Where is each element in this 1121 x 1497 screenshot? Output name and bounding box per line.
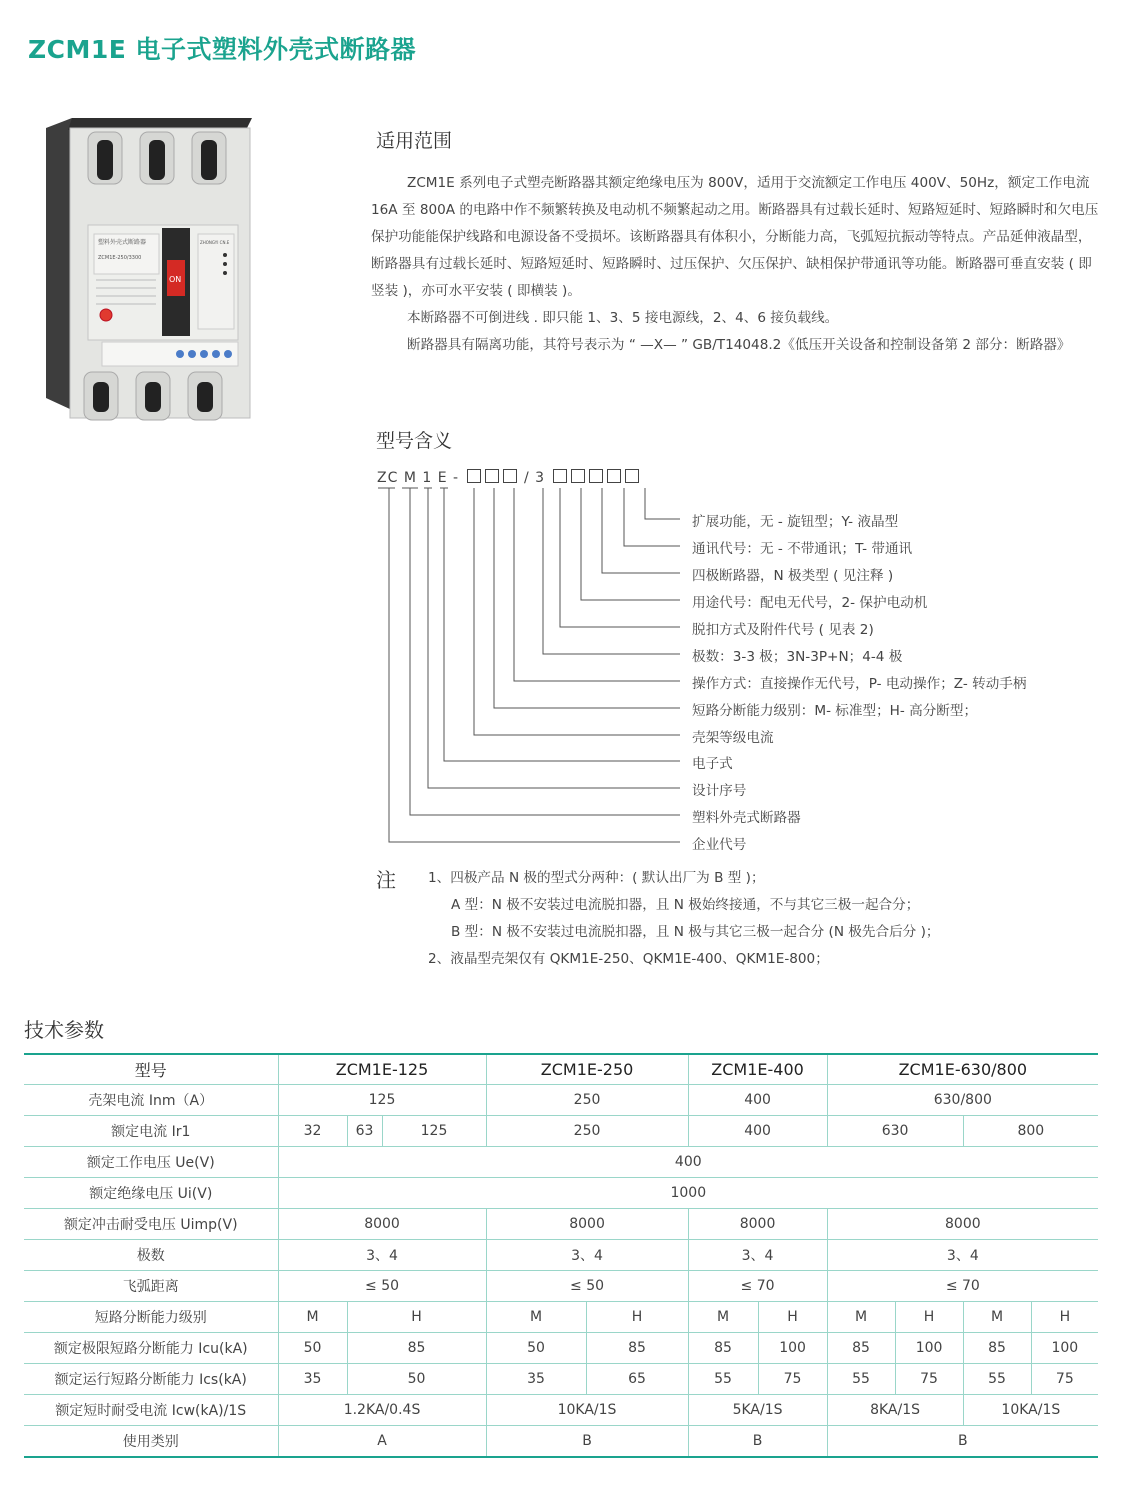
table-cell: ZCM1E-125: [278, 1054, 486, 1085]
on-label: ON: [169, 275, 182, 284]
table-cell: 额定工作电压 Ue(V): [24, 1147, 278, 1178]
model-code-mid: / 3: [523, 470, 546, 486]
table-cell: 75: [758, 1364, 827, 1395]
table-row: [24, 1116, 1098, 1147]
table-cell: 63: [347, 1116, 382, 1147]
table-cell: B: [688, 1426, 827, 1458]
table-cell: ≤ 70: [688, 1271, 827, 1302]
table-cell: 55: [688, 1364, 758, 1395]
table-cell: 85: [586, 1333, 688, 1364]
table-cell: H: [758, 1302, 827, 1333]
table-cell: 100: [895, 1333, 963, 1364]
table-cell: H: [1031, 1302, 1098, 1333]
table-cell: 50: [278, 1333, 347, 1364]
table-cell: 250: [486, 1085, 688, 1116]
table-row: [24, 1178, 1098, 1209]
tech-heading: 技术参数: [24, 1018, 104, 1042]
table-row: [24, 1147, 1098, 1178]
scope-paragraph-2: 本断路器不可倒进线 . 即只能 1、3、5 接电源线，2、4、6 接负载线。: [407, 310, 839, 326]
model-label-13: 企业代号: [692, 837, 747, 853]
note-line-3: B 型：N 极不安装过电流脱扣器，且 N 极与其它三极一起合分 (N 极先合后分 )；: [451, 924, 940, 940]
notes-heading: 注: [376, 868, 396, 892]
table-cell: 额定电流 Ir1: [24, 1116, 278, 1147]
table-cell: 85: [827, 1333, 895, 1364]
table-cell: M: [827, 1302, 895, 1333]
note-line-1: 1、四极产品 N 极的型式分两种：( 默认出厂为 B 型 )；: [428, 870, 765, 886]
table-cell: 8000: [827, 1209, 1098, 1240]
table-cell: 35: [486, 1364, 586, 1395]
note-line-4: 2、液晶型壳架仅有 QKM1E-250、QKM1E-400、QKM1E-800；: [428, 951, 829, 967]
table-cell: 400: [278, 1147, 1098, 1178]
table-row: [24, 1426, 1098, 1458]
table-cell: 5KA/1S: [688, 1395, 827, 1426]
model-label-12: 塑料外壳式断路器: [692, 810, 801, 826]
tech-spec-table: [24, 1053, 1098, 1458]
table-cell: 极数: [24, 1240, 278, 1271]
table-cell: H: [347, 1302, 486, 1333]
table-cell: 85: [963, 1333, 1031, 1364]
table-cell: 55: [963, 1364, 1031, 1395]
table-cell: 32: [278, 1116, 347, 1147]
table-row: [24, 1333, 1098, 1364]
table-cell: M: [486, 1302, 586, 1333]
table-row: [24, 1395, 1098, 1426]
table-cell: 1.2KA/0.4S: [278, 1395, 486, 1426]
table-cell: 75: [895, 1364, 963, 1395]
table-cell: 400: [688, 1085, 827, 1116]
table-cell: 630: [827, 1116, 963, 1147]
table-cell: 85: [347, 1333, 486, 1364]
table-cell: 使用类别: [24, 1426, 278, 1458]
table-cell: H: [586, 1302, 688, 1333]
model-label-4: 用途代号：配电无代号，2- 保护电动机: [692, 595, 928, 611]
table-cell: 飞弧距离: [24, 1271, 278, 1302]
table-cell: 3、4: [278, 1240, 486, 1271]
page-title: ZCM1E 电子式塑料外壳式断路器: [28, 35, 417, 64]
table-row: [24, 1302, 1098, 1333]
table-cell: 8KA/1S: [827, 1395, 963, 1426]
table-cell: 75: [1031, 1364, 1098, 1395]
model-code-prefix: ZC M 1 E -: [377, 470, 460, 486]
table-cell: 额定极限短路分断能力 Icu(kA): [24, 1333, 278, 1364]
table-cell: 额定绝缘电压 Ui(V): [24, 1178, 278, 1209]
table-cell: M: [278, 1302, 347, 1333]
table-cell: 8000: [688, 1209, 827, 1240]
model-label-3: 四极断路器，N 极类型 ( 见注释 ): [692, 568, 894, 584]
table-cell: 50: [486, 1333, 586, 1364]
table-cell: A: [278, 1426, 486, 1458]
table-cell: B: [486, 1426, 688, 1458]
scope-paragraph-1: ZCM1E 系列电子式塑壳断路器其额定绝缘电压为 800V，适用于交流额定工作电压 400V、50Hz，额定工作电流 16A 至 800A 的电路中作不频繁转换及电动机不频繁起动之用。断路器具有过载长延时、短路短延时、短路瞬时和欠电压保护功能能保护线路和电源设备不受损坏。该断路器具有体积小，分断能力高，飞弧短抗振动等特点。产品延伸液晶型，断路器具有过载长延时、短路短延时、短路瞬时、过压保护、欠压保护、缺相保护带通讯等功能。断路器可垂直安装 ( 即竖装 )，亦可水平安装 ( 即横装 )。: [371, 175, 1099, 299]
table-cell: 125: [278, 1085, 486, 1116]
table-cell: 250: [486, 1116, 688, 1147]
table-cell: H: [895, 1302, 963, 1333]
device-model-label: ZCM1E-250/3300: [98, 255, 142, 261]
model-label-5: 脱扣方式及附件代号 ( 见表 2): [692, 622, 874, 638]
table-cell: 55: [827, 1364, 895, 1395]
model-label-1: 扩展功能，无 - 旋钮型；Y- 液晶型: [692, 514, 899, 530]
table-cell: 8000: [278, 1209, 486, 1240]
table-cell: 400: [688, 1116, 827, 1147]
model-label-9: 壳架等级电流: [692, 730, 774, 746]
table-cell: 50: [347, 1364, 486, 1395]
table-cell: M: [688, 1302, 758, 1333]
table-cell: ZCM1E-630/800: [827, 1054, 1098, 1085]
model-heading: 型号含义: [376, 430, 453, 452]
lcd-brand: ZHONGYI CN.E: [200, 240, 230, 245]
table-cell: 额定短时耐受电流 Icw(kA)/1S: [24, 1395, 278, 1426]
table-cell: ZCM1E-400: [688, 1054, 827, 1085]
model-label-8: 短路分断能力级别：M- 标准型；H- 高分断型；: [692, 703, 978, 719]
table-cell: 35: [278, 1364, 347, 1395]
table-row: [24, 1271, 1098, 1302]
table-cell: M: [963, 1302, 1031, 1333]
table-cell: 短路分断能力级别: [24, 1302, 278, 1333]
table-cell: B: [827, 1426, 1098, 1458]
note-line-2: A 型：N 极不安装过电流脱扣器，且 N 极始终接通，不与其它三极一起合分；: [451, 897, 920, 913]
device-face-label: 塑料外壳式断路器: [98, 239, 147, 246]
table-cell: 100: [758, 1333, 827, 1364]
scope-paragraph-3: 断路器具有隔离功能，其符号表示为 “ —X— ” GB/T14048.2《低压开关设备和控制设备第 2 部分：断路器》: [407, 337, 1071, 353]
table-row: [24, 1209, 1098, 1240]
table-cell: 3、4: [827, 1240, 1098, 1271]
table-cell: ZCM1E-250: [486, 1054, 688, 1085]
table-cell: 3、4: [688, 1240, 827, 1271]
model-label-2: 通讯代号：无 - 不带通讯；T- 带通讯: [692, 541, 913, 557]
table-cell: 壳架电流 Inm（A）: [24, 1085, 278, 1116]
table-cell: ≤ 50: [278, 1271, 486, 1302]
scope-heading: 适用范围: [376, 130, 453, 152]
model-label-6: 极数：3-3 极；3N-3P+N；4-4 极: [692, 649, 903, 665]
table-row: [24, 1054, 1098, 1085]
table-row: [24, 1364, 1098, 1395]
table-row: [24, 1085, 1098, 1116]
table-cell: 8000: [486, 1209, 688, 1240]
table-cell: ≤ 50: [486, 1271, 688, 1302]
table-cell: 100: [1031, 1333, 1098, 1364]
table-cell: 10KA/1S: [963, 1395, 1098, 1426]
table-cell: 型号: [24, 1054, 278, 1085]
table-cell: 125: [382, 1116, 486, 1147]
table-cell: 额定冲击耐受电压 Uimp(V): [24, 1209, 278, 1240]
model-label-11: 设计序号: [692, 783, 747, 799]
model-label-7: 操作方式：直接操作无代号，P- 电动操作；Z- 转动手柄: [692, 676, 1027, 692]
table-cell: ≤ 70: [827, 1271, 1098, 1302]
table-row: [24, 1240, 1098, 1271]
table-cell: 800: [963, 1116, 1098, 1147]
table-cell: 10KA/1S: [486, 1395, 688, 1426]
table-cell: 85: [688, 1333, 758, 1364]
table-cell: 630/800: [827, 1085, 1098, 1116]
model-label-10: 电子式: [692, 756, 733, 772]
table-cell: 65: [586, 1364, 688, 1395]
table-cell: 3、4: [486, 1240, 688, 1271]
table-cell: 额定运行短路分断能力 Ics(kA): [24, 1364, 278, 1395]
table-cell: 1000: [278, 1178, 1098, 1209]
